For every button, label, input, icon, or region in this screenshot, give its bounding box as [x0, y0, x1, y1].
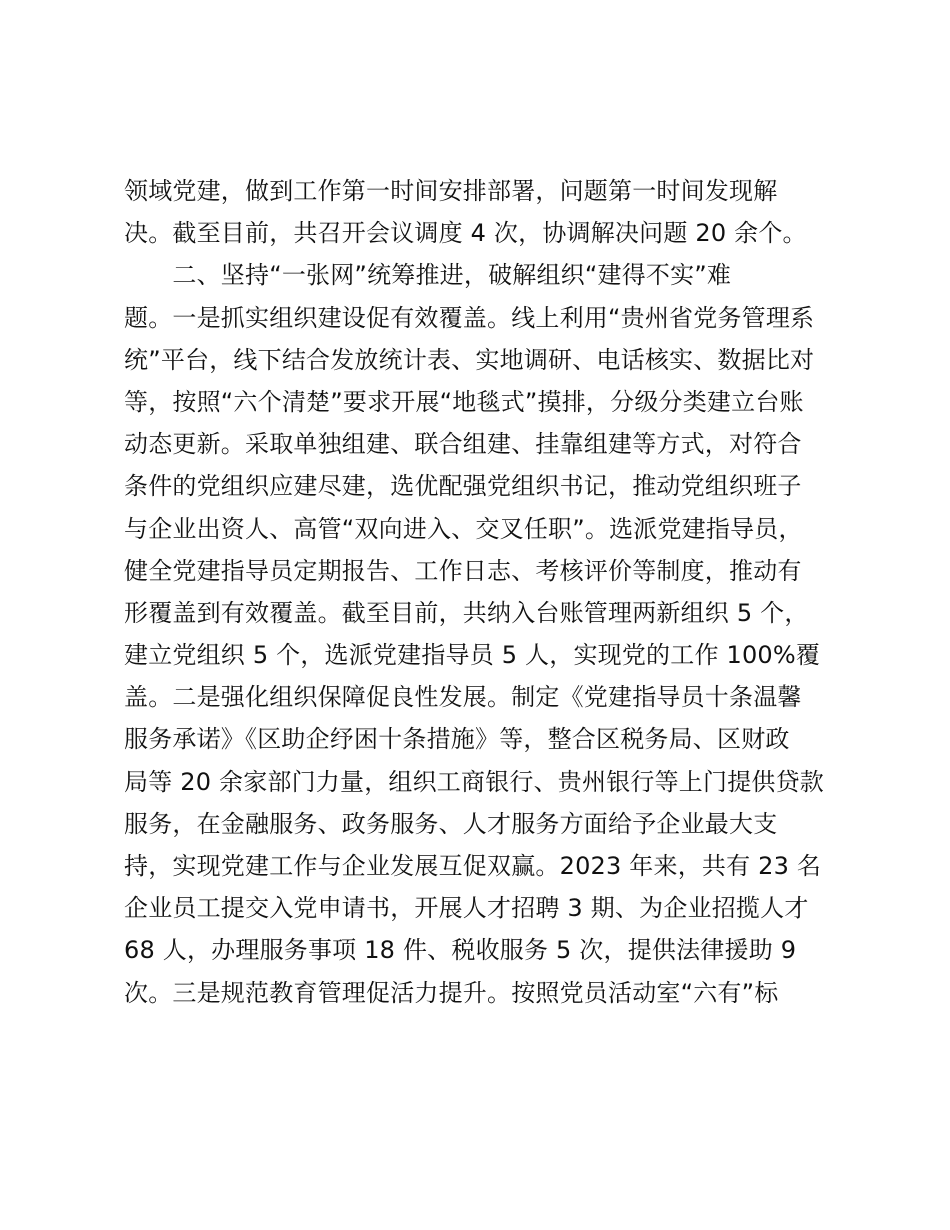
section-heading-line: 二、坚持“一张网”统筹推进，破解组织“建得不实”难 — [124, 261, 732, 290]
document-body — [124, 170, 844, 1014]
text-line: 形覆盖到有效覆盖。截至目前，共纳入台账管理两新组织 5 个， — [124, 598, 809, 627]
text-line: 动态更新。采取单独组建、联合组建、挂靠组建等方式，对符合 — [124, 430, 802, 459]
text-line: 等，按照“六个清楚”要求开展“地毯式”摸排，分级分类建立台账 — [124, 387, 804, 416]
text-line: 建立党组织 5 个，选派党建指导员 5 人，实现党的工作 100%覆 — [124, 641, 821, 670]
text-line: 条件的党组织应建尽建，选优配强党组织书记，推动党组织班子 — [124, 472, 802, 501]
text-line: 企业员工提交入党申请书，开展人才招聘 3 期、为企业招揽人才 — [124, 894, 809, 923]
text-line: 与企业出资人、高管“双向进入、交叉任职”。选派党建指导员， — [124, 514, 803, 543]
text-line: 盖。二是强化组织保障促良性发展。制定《党建指导员十条温馨 — [124, 683, 802, 712]
text-line: 健全党建指导员定期报告、工作日志、考核评价等制度，推动有 — [124, 556, 802, 585]
text-line: 持，实现党建工作与企业发展互促双赢。2023 年来，共有 23 名 — [124, 852, 822, 880]
text-line: 服务承诺》《区助企纾困十条措施》等，整合区税务局、区财政 — [124, 725, 790, 754]
text-line: 统”平台，线下结合发放统计表、实地调研、电话核实、数据比对 — [124, 345, 815, 374]
text-line: 局等 20 余家部门力量，组织工商银行、贵州银行等上门提供贷款 — [124, 767, 824, 796]
text-line: 领域党建，做到工作第一时间安排部署，问题第一时间发现解 — [124, 177, 778, 205]
text-line: 服务，在金融服务、政务服务、人才服务方面给予企业最大支 — [124, 809, 778, 838]
text-line: 决。截至目前，共召开会议调度 4 次，协调解决问题 20 余个。 — [124, 219, 807, 248]
text-line: 题。一是抓实组织建设促有效覆盖。线上利用“贵州省党务管理系 — [124, 303, 815, 332]
text-line: 68 人，办理服务事项 18 件、税收服务 5 次，提供法律援助 9 — [124, 936, 797, 965]
text-line: 次。三是规范教育管理促活力提升。按照党员活动室“六有”标 — [124, 978, 779, 1007]
